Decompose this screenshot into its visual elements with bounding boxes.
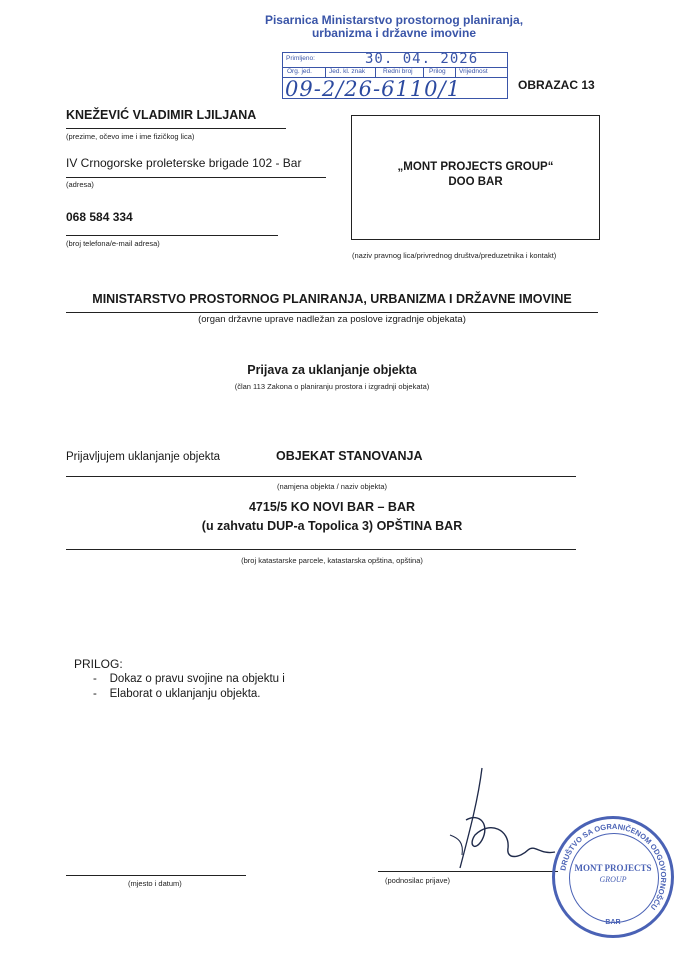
recipient-line1: „MONT PROJECTS GROUP“ <box>397 161 554 173</box>
applicant-name-line <box>66 128 286 129</box>
registry-stamp-title-line1: Pisarnica Ministarstvo prostornog planiranja, <box>264 13 524 27</box>
applicant-signature-caption: (podnosilac prijave) <box>385 876 451 885</box>
registry-stamp <box>282 52 508 99</box>
attachment-item-2: - Elaborat o uklanjanju objekta. <box>93 688 261 700</box>
applicant-phone-caption: (broj telefona/e-mail adresa) <box>66 239 160 248</box>
authority-caption: (organ državne uprave nadležan za poslove izgradnje objekata) <box>198 314 466 325</box>
form-code: OBRAZAC 13 <box>518 78 595 92</box>
col-org-unit: Org. jed. <box>287 68 312 75</box>
attachment-item-2-text: Elaborat o uklanjanju objekta. <box>109 688 261 700</box>
place-date-line <box>66 875 246 876</box>
authority-line <box>66 312 598 313</box>
col-value: Vrijednost <box>459 68 488 75</box>
place-date-caption: (mjesto i datum) <box>128 879 182 888</box>
registry-stamp-title-line2: urbanizma i državne imovine <box>311 26 477 40</box>
recipient-line2: DOO BAR <box>448 176 503 188</box>
parcel-line <box>66 549 576 550</box>
applicant-phone-line <box>66 235 278 236</box>
object-label: Prijavljujem uklanjanje objekta <box>66 451 221 463</box>
attachment-item-1-text: Dokaz o pravu svojine na objektu i <box>109 673 285 685</box>
applicant-address-caption: (adresa) <box>66 180 94 189</box>
object-value: OBJEKAT STANOVANJA <box>276 449 423 463</box>
col-attachment: Prilog <box>429 68 446 75</box>
recipient-caption: (naziv pravnog lica/privrednog društva/preduzetnika i kontakt) <box>352 251 557 260</box>
applicant-phone: 068 584 334 <box>66 210 133 224</box>
object-caption: (namjena objekta / naziv objekta) <box>276 482 388 491</box>
applicant-address-line <box>66 177 326 178</box>
applicant-name-caption: (prezime, očevo ime i ime fizičkog lica) <box>66 132 195 141</box>
received-date: 30. 04. 2026 <box>365 51 479 67</box>
stamp-center-line1: MONT PROJECTS <box>574 863 652 873</box>
document-subtitle: (član 113 Zakona o planiranju prostora i izgradnji objekata) <box>234 382 430 391</box>
stamp-center-line2: GROUP <box>599 875 627 884</box>
applicant-name: KNEŽEVIĆ VLADIMIR LJILJANA <box>66 108 257 122</box>
stamp-bottom-text: BAR <box>605 919 621 926</box>
parcel-line1: 4715/5 KO NOVI BAR – BAR <box>248 500 416 514</box>
document-title: Prijava za uklanjanje objekta <box>247 363 417 377</box>
stamp-ring-text: DRUŠTVO SA OGRANIČENOM ODGOVORNOŠĆU <box>558 821 669 912</box>
parcel-caption: (broj katastarske parcele, katastarska opština, opština) <box>241 556 423 565</box>
col-class-sign: Jed. kl. znak <box>329 68 366 75</box>
company-stamp <box>552 816 674 938</box>
handwritten-reg-number: 09-2/26-6110/1 <box>285 77 461 101</box>
recipient-box <box>351 115 600 240</box>
attachment-item-1: - Dokaz o pravu svojine na objektu i <box>93 673 285 685</box>
attachments-heading: PRILOG: <box>74 657 123 671</box>
object-line <box>66 476 576 477</box>
registry-stamp-title <box>262 14 526 40</box>
col-order-number: Redni broj <box>383 68 413 75</box>
applicant-address: IV Crnogorske proleterske brigade 102 - Bar <box>66 156 302 170</box>
parcel-line2: (u zahvatu DUP-a Topolica 3) OPŠTINA BAR <box>201 519 463 533</box>
received-label: Primljeno: <box>286 55 315 62</box>
authority-name: MINISTARSTVO PROSTORNOG PLANIRANJA, URBANIZMA I DRŽAVNE IMOVINE <box>92 292 572 306</box>
